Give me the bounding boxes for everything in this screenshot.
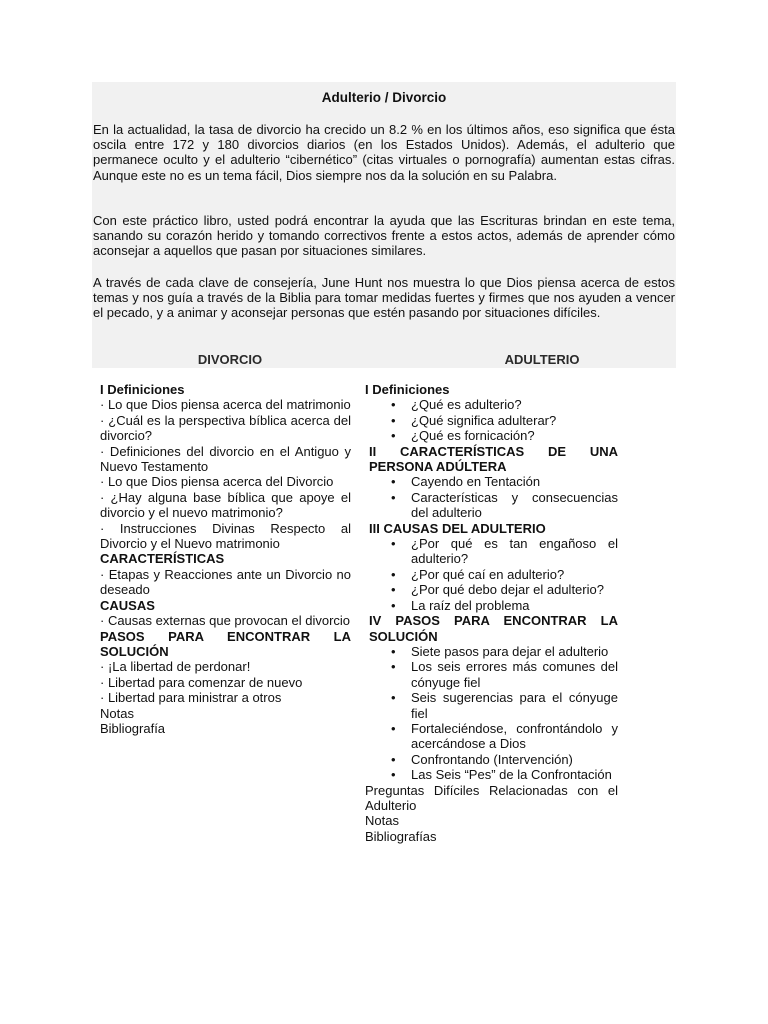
adulterio-section-definiciones: I Definiciones [365, 382, 450, 397]
adulterio-bullet-item: • Cayendo en Tentación [365, 474, 618, 489]
adulterio-section-causas: III CAUSAS DEL ADULTERIO [369, 520, 546, 536]
divorcio-item: · Lo que Dios piensa acerca del matrimonio [100, 397, 351, 413]
adulterio-bullet-item: • ¿Por qué debo dejar el adulterio? [365, 582, 618, 597]
divorcio-item: · Instrucciones Divinas Respecto al Divorcio y el Nuevo matrimonio [100, 520, 351, 552]
divorcio-item: · Lo que Dios piensa acerca del Divorcio [100, 474, 334, 490]
divorcio-item: · Libertad para comenzar de nuevo [100, 674, 303, 690]
divorcio-notas: Notas [100, 705, 134, 721]
page-title: Adulterio / Divorcio [321, 90, 447, 105]
adulterio-bullet-item: • Seis sugerencias para el cónyuge fiel [365, 690, 618, 721]
adulterio-section-caracteristicas: II CARACTERÍSTICAS DE UNA PERSONA ADÚLTERA [369, 443, 618, 475]
divorcio-heading: DIVORCIO [197, 352, 263, 367]
adulterio-bullet-item: • ¿Por qué caí en adulterio? [365, 567, 618, 582]
divorcio-section-definiciones: I Definiciones [100, 382, 185, 397]
adulterio-notas: Notas [365, 813, 399, 829]
adulterio-list-pasos [365, 644, 618, 783]
adulterio-list-definiciones [365, 397, 618, 443]
divorcio-item: · Causas externas que provocan el divorcio [100, 613, 351, 629]
adulterio-bibliografias: Bibliografías [365, 828, 437, 844]
adulterio-bullet-item: • Siete pasos para dejar el adulterio [365, 644, 618, 659]
adulterio-bullet-item: • Características y consecuencias del adulterio [365, 490, 618, 521]
divorcio-bibliografia: Bibliografía [100, 720, 166, 736]
adulterio-bullet-item: • La raíz del problema [365, 598, 618, 613]
adulterio-section-pasos: IV PASOS PARA ENCONTRAR LA SOLUCIÓN [369, 613, 618, 644]
adulterio-bullet-item: • Las Seis “Pes” de la Confrontación [365, 767, 618, 782]
divorcio-item: · ¿Cuál es la perspectiva bíblica acerca del divorcio? [100, 412, 351, 444]
adulterio-list-caracteristicas [365, 474, 618, 520]
divorcio-item: · ¿Hay alguna base bíblica que apoye el divorcio y el nuevo matrimonio? [100, 489, 351, 521]
divorcio-section-pasos: PASOS PARA ENCONTRAR LA SOLUCIÓN [100, 628, 351, 659]
adulterio-bullet-item: • ¿Por qué es tan engañoso el adulterio? [365, 536, 618, 567]
adulterio-heading: ADULTERIO [504, 352, 580, 367]
adulterio-list-causas [365, 536, 618, 613]
intro-paragraph-1: En la actualidad, la tasa de divorcio ha crecido un 8.2 % en los últimos años, eso significa que ésta oscila entre 172 y 180 divorcios diarios (en los Estados Unidos). Además, el adulterio que permanece oculto y el adulterio “cibernético” (citas virtuales o pornografía) aumentan estas cifras. Aunque este no es un tema fácil, Dios siempre nos da la solución en su Palabra. [93, 122, 675, 183]
intro-paragraph-2: Con este práctico libro, usted podrá encontrar la ayuda que las Escrituras brindan en este tema, sanando su corazón herido y tomando correctivos frente a estos actos, además de aprender cómo aconsejar a aquellos que pasan por situaciones similares. [93, 213, 675, 259]
adulterio-column [365, 382, 618, 844]
divorcio-section-caracteristicas: CARACTERÍSTICAS [100, 551, 225, 567]
adulterio-bullet-item: • ¿Qué es adulterio? [365, 397, 618, 412]
adulterio-bullet-item: • Confrontando (Intervención) [365, 752, 618, 767]
divorcio-item: · ¡La libertad de perdonar! [100, 659, 251, 675]
divorcio-item: · Etapas y Reacciones ante un Divorcio no deseado [100, 566, 351, 598]
adulterio-bullet-item: • ¿Qué es fornicación? [365, 428, 618, 443]
adulterio-bullet-item: • Fortaleciéndose, confrontándolo y acercándose a Dios [365, 721, 618, 752]
adulterio-bullet-item: • Los seis errores más comunes del cónyuge fiel [365, 659, 618, 690]
adulterio-preguntas: Preguntas Difíciles Relacionadas con el Adulterio [365, 782, 618, 813]
divorcio-item: · Definiciones del divorcio en el Antiguo y Nuevo Testamento [100, 443, 351, 475]
divorcio-section-causas: CAUSAS [100, 597, 155, 613]
divorcio-item: · Libertad para ministrar a otros [100, 690, 282, 706]
intro-paragraph-3: A través de cada clave de consejería, June Hunt nos muestra lo que Dios piensa acerca de estos temas y nos guía a través de la Biblia para tomar medidas fuertes y firmes que nos ayuden a vencer el pecado, y a animar y aconsejar personas que estén pasando por situaciones difíciles. [93, 275, 675, 321]
adulterio-bullet-item: • ¿Qué significa adulterar? [365, 413, 618, 428]
divorcio-column [100, 382, 351, 736]
